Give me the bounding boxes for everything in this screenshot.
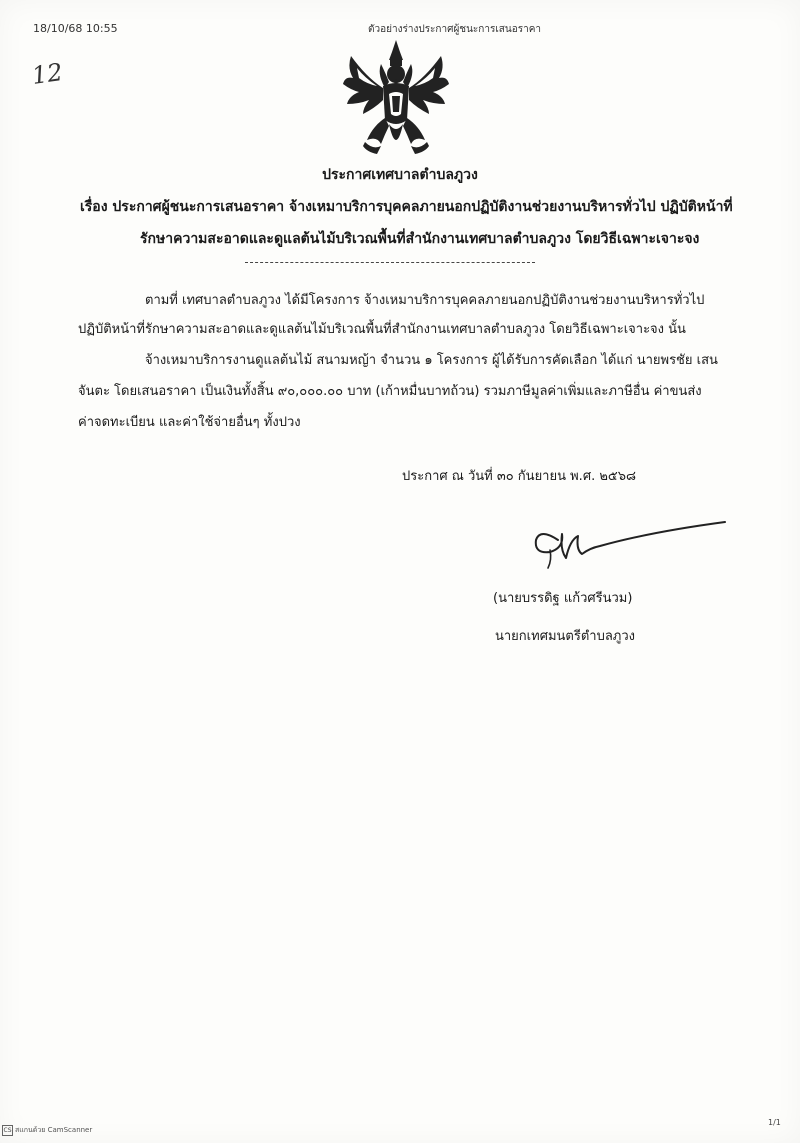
print-document-label: ตัวอย่างร่างประกาศผู้ชนะการเสนอราคา bbox=[368, 24, 541, 35]
page-count: 1/1 bbox=[768, 1118, 781, 1127]
scanner-watermark-text: สแกนด้วย CamScanner bbox=[15, 1126, 93, 1134]
signer-title: นายกเทศมนตรีตำบลภูวง bbox=[495, 629, 635, 644]
announcement-subject-line-2: รักษาความสะอาดและดูแลต้นไม้บริเวณพื้นที่สำนักงานเทศบาลตำบลภูวง โดยวิธีเฉพาะเจาะจง bbox=[140, 231, 700, 247]
body-paragraph-line: จันตะ โดยเสนอราคา เป็นเงินทั้งสิ้น ๙๐,๐๐๐.๐๐ บาท (เก้าหมื่นบาทถ้วน) รวมภาษีมูลค่าเพิ่มและภาษีอื่น ค่าขนส่ง bbox=[78, 384, 702, 399]
announcement-issuer: ประกาศเทศบาลตำบลภูวง bbox=[322, 167, 478, 183]
body-paragraph-line: ปฏิบัติหน้าที่รักษาความสะอาดและดูแลต้นไม้บริเวณพื้นที่สำนักงานเทศบาลตำบลภูวง โดยวิธีเฉพาะเจาะจง นั้น bbox=[78, 322, 686, 337]
announcement-date: ประกาศ ณ วันที่ ๓๐ กันยายน พ.ศ. ๒๕๖๘ bbox=[402, 469, 637, 484]
signer-name: (นายบรรดิฐ แก้วศรีนวม) bbox=[493, 591, 633, 606]
scanner-watermark bbox=[2, 1125, 92, 1136]
camscanner-icon: CS bbox=[3, 1127, 12, 1134]
separator-rule bbox=[245, 262, 535, 263]
handwritten-page-number: 12 bbox=[30, 58, 65, 90]
announcement-subject-line-1: เรื่อง ประกาศผู้ชนะการเสนอราคา จ้างเหมาบริการบุคคลภายนอกปฏิบัติงานช่วยงานบริหารทั่วไป ปฏิบัติหน้าที่ bbox=[80, 199, 733, 215]
body-paragraph-line: จ้างเหมาบริการงานดูแลต้นไม้ สนามหญ้า จำนวน ๑ โครงการ ผู้ได้รับการคัดเลือก ได้แก่ นายพรชัย เสน bbox=[145, 353, 718, 368]
signature-mark bbox=[520, 510, 735, 575]
body-paragraph-line: ค่าจดทะเบียน และค่าใช้จ่ายอื่นๆ ทั้งปวง bbox=[78, 415, 301, 430]
garuda-emblem-icon bbox=[337, 38, 455, 158]
print-timestamp: 18/10/68 10:55 bbox=[33, 22, 118, 35]
body-paragraph-line: ตามที่ เทศบาลตำบลภูวง ได้มีโครงการ จ้างเหมาบริการบุคคลภายนอกปฏิบัติงานช่วยงานบริหารทั่วไป bbox=[145, 293, 705, 308]
